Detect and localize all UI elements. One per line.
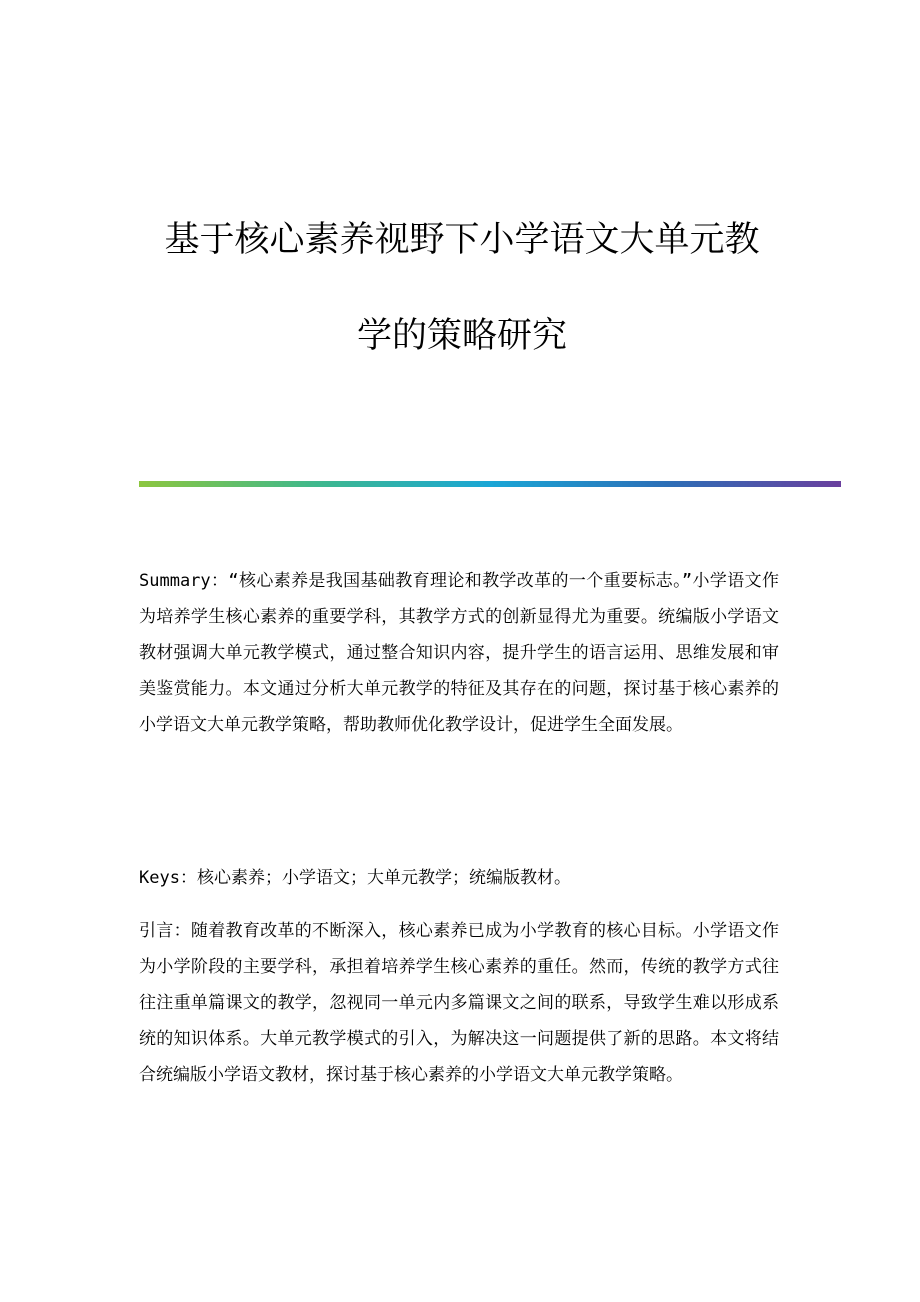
- intro-label: 引言：: [139, 921, 191, 941]
- keys-label: Keys：: [139, 868, 197, 888]
- summary-paragraph: [139, 563, 779, 743]
- summary-label: Summary：: [139, 571, 229, 591]
- document-title-line-1: 基于核心素养视野下小学语文大单元教: [164, 220, 760, 260]
- summary-text: “核心素养是我国基础教育理论和教学改革的一个重要标志。”小学语文作为培养学生核心素养的重要学科，其教学方式的创新显得尤为重要。统编版小学语文教材强调大单元教学模式，通过整合知识内容，提升学生的语言运用、思维发展和审美鉴赏能力。本文通过分析大单元教学的特征及其存在的问题，探讨基于核心素养的小学语文大单元教学策略，帮助教师优化教学设计，促进学生全面发展。: [139, 571, 779, 735]
- intro-text: 随着教育改革的不断深入，核心素养已成为小学教育的核心目标。小学语文作为小学阶段的主要学科，承担着培养学生核心素养的重任。然而，传统的教学方式往往注重单篇课文的教学，忽视同一单元内多篇课文之间的联系，导致学生难以形成系统的知识体系。大单元教学模式的引入，为解决这一问题提供了新的思路。本文将结合统编版小学语文教材，探讨基于核心素养的小学语文大单元教学策略。: [139, 921, 780, 1085]
- intro-paragraph: [139, 913, 779, 1093]
- gradient-divider: [139, 481, 841, 487]
- keys-text: 核心素养；小学语文；大单元教学；统编版教材。: [196, 868, 571, 888]
- document-title-line-2: 学的策略研究: [356, 316, 567, 356]
- keys-paragraph: [139, 860, 779, 896]
